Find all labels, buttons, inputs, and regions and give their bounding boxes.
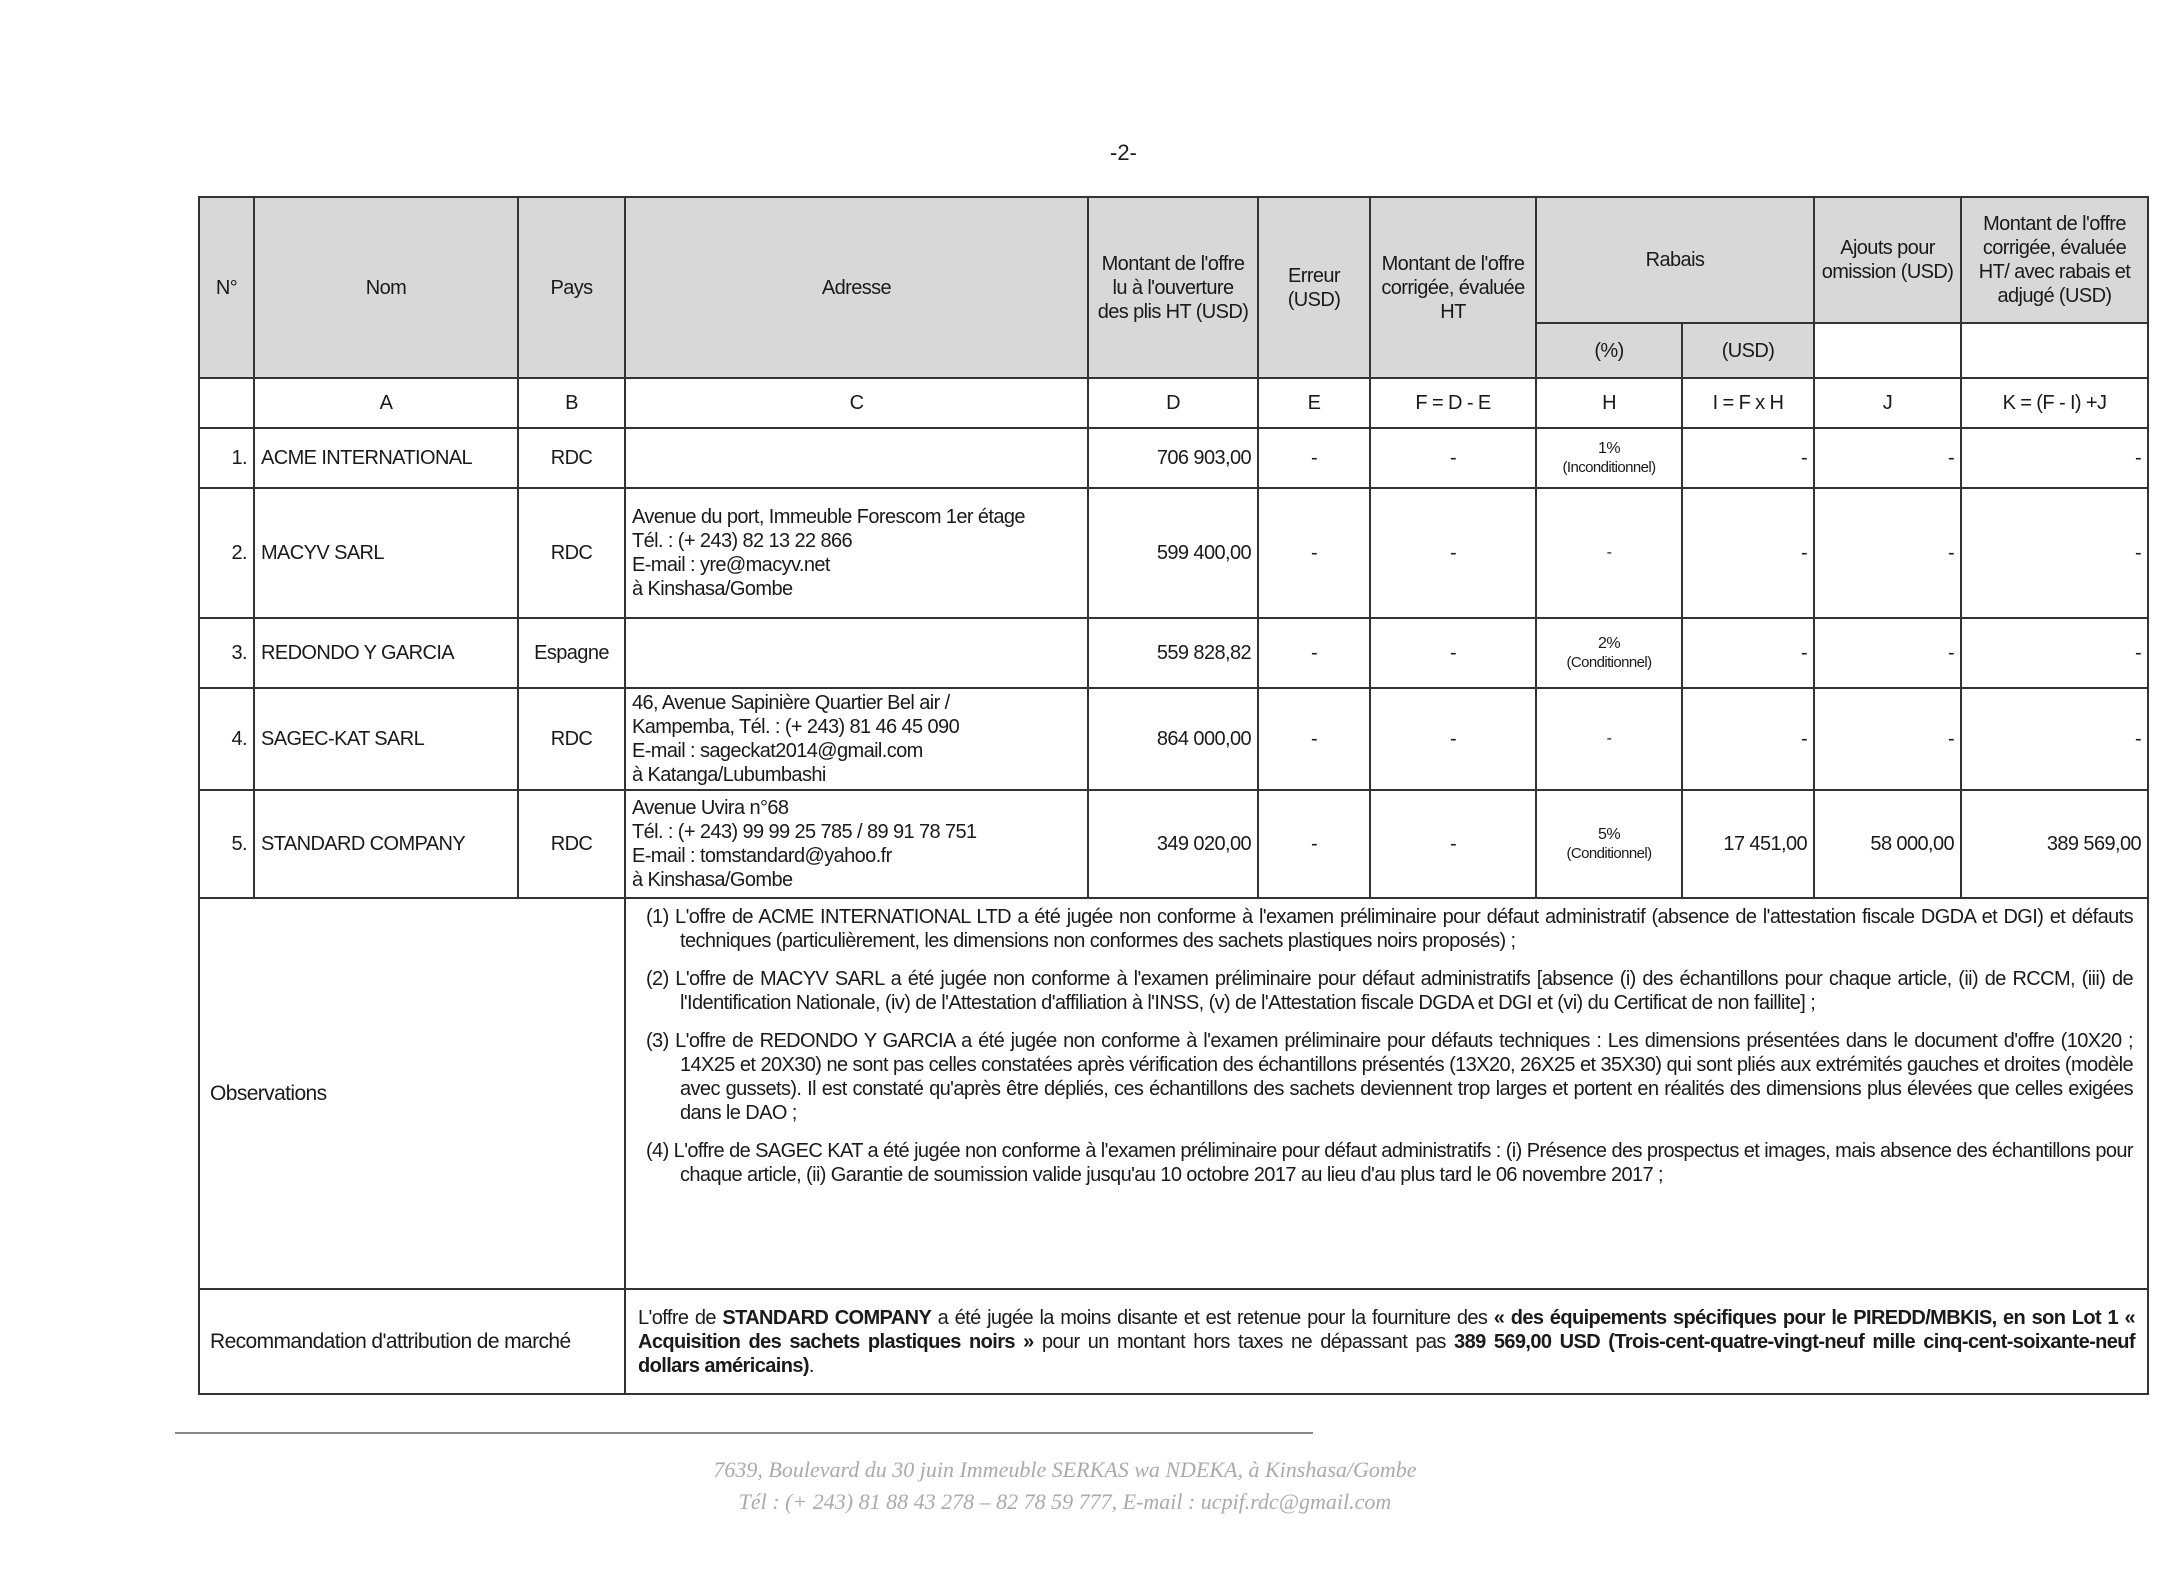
omission-additions: - — [1814, 688, 1961, 790]
observations-label: Observations — [199, 898, 625, 1289]
rec-lot: « des équipements spécifiques pour le PIREDD/MBKIS, en son Lot 1 « Acquisition des sachets plastiques noirs » — [638, 1306, 2136, 1353]
header-nom: Nom — [254, 197, 518, 378]
discount-usd: - — [1682, 618, 1814, 688]
amount-read: 349 020,00 — [1088, 790, 1258, 898]
bidder-country: RDC — [518, 428, 625, 488]
header-pays: Pays — [518, 197, 625, 378]
table-row — [199, 790, 2148, 898]
corrected-amount: - — [1370, 618, 1536, 688]
column-letter: H — [1536, 378, 1682, 428]
evaluation-table — [198, 196, 2149, 1395]
omission-additions: - — [1814, 488, 1961, 618]
error-amount: - — [1258, 488, 1370, 618]
header-rabais-pct: (%) — [1536, 323, 1682, 378]
address-line: Avenue Uvira n°68 — [632, 797, 789, 819]
discount-usd: - — [1682, 688, 1814, 790]
rec-text: pour un montant hors taxes ne dépassant pas — [1033, 1330, 1455, 1353]
omission-additions: - — [1814, 618, 1961, 688]
amount-read: 706 903,00 — [1088, 428, 1258, 488]
corrected-amount: - — [1370, 790, 1536, 898]
header-empty — [1961, 323, 2148, 378]
discount-value: 5% — [1598, 826, 1620, 844]
observation-item: (1) L'offre de ACME INTERNATIONAL LTD a été jugée non conforme à l'examen préliminaire pour défaut administratif (absence de l'attestation fiscale DGDA et DGI) et défauts techniques (particulièrement, les dimensions non conformes des sachets plastiques noirs proposés) ; — [646, 906, 2133, 952]
amount-read: 559 828,82 — [1088, 618, 1258, 688]
bidder-name: REDONDO Y GARCIA — [254, 618, 518, 688]
corrected-amount: - — [1370, 488, 1536, 618]
discount-pct — [1536, 790, 1682, 898]
column-letter: C — [625, 378, 1088, 428]
row-number: 1. — [199, 428, 254, 488]
address-line: E-mail : sageckat2014@gmail.com — [632, 740, 923, 762]
row-number: 5. — [199, 790, 254, 898]
bidder-name: MACYV SARL — [254, 488, 518, 618]
header-ajouts: Ajouts pour omission (USD) — [1814, 197, 1961, 323]
recommandation-text — [625, 1289, 2148, 1394]
rec-text: . — [808, 1354, 814, 1377]
footer-divider — [175, 1432, 1313, 1434]
address-line: à Kinshasa/Gombe — [632, 869, 793, 891]
address-line: Kampemba, Tél. : (+ 243) 81 46 45 090 — [632, 716, 960, 738]
header-montant-lu: Montant de l'offre lu à l'ouverture des plis HT (USD) — [1088, 197, 1258, 378]
page-number: -2- — [1110, 140, 1137, 165]
discount-pct — [1536, 688, 1682, 790]
address-line: E-mail : tomstandard@yahoo.fr — [632, 845, 892, 867]
omission-additions: - — [1814, 428, 1961, 488]
discount-value: - — [1606, 730, 1612, 748]
discount-pct — [1536, 488, 1682, 618]
bidder-country: Espagne — [518, 618, 625, 688]
corrected-amount: - — [1370, 688, 1536, 790]
discount-usd: 17 451,00 — [1682, 790, 1814, 898]
observations-text — [625, 898, 2148, 1289]
column-letter: K = (F - I) +J — [1961, 378, 2148, 428]
bidder-address — [625, 488, 1088, 618]
header-adresse: Adresse — [625, 197, 1088, 378]
row-number: 2. — [199, 488, 254, 618]
column-letter: F = D - E — [1370, 378, 1536, 428]
table-row — [199, 428, 2148, 488]
bidder-address — [625, 688, 1088, 790]
address-line: Avenue du port, Immeuble Forescom 1er étage — [632, 506, 1025, 528]
address-line: Tél. : (+ 243) 82 13 22 866 — [632, 530, 853, 552]
rec-text: L'offre de — [638, 1306, 723, 1329]
final-amount: - — [1961, 488, 2148, 618]
final-amount: - — [1961, 428, 2148, 488]
error-amount: - — [1258, 428, 1370, 488]
bidder-address — [625, 428, 1088, 488]
letter-empty — [199, 378, 254, 428]
address-line: E-mail : yre@macyv.net — [632, 554, 830, 576]
table-row — [199, 618, 2148, 688]
discount-pct — [1536, 428, 1682, 488]
final-amount: 389 569,00 — [1961, 790, 2148, 898]
error-amount: - — [1258, 790, 1370, 898]
observation-item: (3) L'offre de REDONDO Y GARCIA a été jugée non conforme à l'examen préliminaire pour défauts techniques : Les dimensions présentées dans le document d'offre (10X20 ; 14X25 et 20X30) ne sont pas celles constatées après vérification des échantillons présentés (13X20, 26X25 et 35X30) qui sont pliés aux extrémités gauches et droites (modèle avec gussets). Il est constaté qu'après être dépliés, ces échantillons des sachets deviennent trop larges et portent en réalités des dimensions plus élevées que celles exigées dans le DAO ; — [646, 1030, 2133, 1124]
column-letter: I = F x H — [1682, 378, 1814, 428]
column-letter: B — [518, 378, 625, 428]
column-letters-row — [199, 378, 2148, 428]
table-row — [199, 488, 2148, 618]
final-amount: - — [1961, 618, 2148, 688]
observation-item: (4) L'offre de SAGEC KAT a été jugée non conforme à l'examen préliminaire pour défaut administratifs : (i) Présence des prospectus et images, mais absence des échantillons pour chaque article, (ii) Garantie de soumission valide jusqu'au 10 octobre 2017 au lieu d'au plus tard le 06 novembre 2017 ; — [646, 1140, 2133, 1186]
error-amount: - — [1258, 618, 1370, 688]
bidder-name: STANDARD COMPANY — [254, 790, 518, 898]
discount-pct — [1536, 618, 1682, 688]
amount-read: 864 000,00 — [1088, 688, 1258, 790]
bidder-name: SAGEC-KAT SARL — [254, 688, 518, 790]
bidder-country: RDC — [518, 488, 625, 618]
amount-read: 599 400,00 — [1088, 488, 1258, 618]
header-rabais-usd: (USD) — [1682, 323, 1814, 378]
discount-value: 2% — [1598, 635, 1620, 653]
header-rabais: Rabais — [1536, 197, 1814, 323]
column-letter: A — [254, 378, 518, 428]
column-letter: E — [1258, 378, 1370, 428]
rec-text: a été jugée la moins disante et est retenue pour la fourniture des — [931, 1306, 1494, 1329]
footer-contact: Tél : (+ 243) 81 88 43 278 – 82 78 59 777, E-mail : ucpif.rdc@gmail.com — [738, 1489, 1392, 1514]
rec-winner: STANDARD COMPANY — [722, 1306, 932, 1329]
discount-usd: - — [1682, 488, 1814, 618]
discount-usd: - — [1682, 428, 1814, 488]
bidder-country: RDC — [518, 790, 625, 898]
column-letter: D — [1088, 378, 1258, 428]
discount-note: (Inconditionnel) — [1562, 458, 1656, 476]
column-letter: J — [1814, 378, 1961, 428]
discount-value: - — [1606, 544, 1612, 562]
row-number: 3. — [199, 618, 254, 688]
bidder-country: RDC — [518, 688, 625, 790]
row-number: 4. — [199, 688, 254, 790]
omission-additions: 58 000,00 — [1814, 790, 1961, 898]
address-line: à Katanga/Lubumbashi — [632, 764, 826, 786]
header-montant-final: Montant de l'offre corrigée, évaluée HT/ avec rabais et adjugé (USD) — [1961, 197, 2148, 323]
discount-value: 1% — [1598, 440, 1620, 458]
discount-note: (Conditionnel) — [1566, 844, 1652, 862]
header-montant-corrige: Montant de l'offre corrigée, évaluée HT — [1370, 197, 1536, 378]
footer-address: 7639, Boulevard du 30 juin Immeuble SERKAS wa NDEKA, à Kinshasa/Gombe — [713, 1457, 1417, 1482]
header-empty — [1814, 323, 1961, 378]
bidder-address — [625, 618, 1088, 688]
observation-item: (2) L'offre de MACYV SARL a été jugée non conforme à l'examen préliminaire pour défaut administratifs [absence (i) des échantillons pour chaque article, (ii) de RCCM, (iii) de l'Identification Nationale, (iv) de l'Attestation d'affiliation à l'INSS, (v) de l'Attestation fiscale DGDA et DGI et (vi) du Certificat de non faillite] ; — [646, 968, 2133, 1014]
discount-note: (Conditionnel) — [1566, 653, 1652, 671]
recommandation-label: Recommandation d'attribution de marché — [199, 1289, 625, 1394]
header-no: N° — [199, 197, 254, 378]
address-line: 46, Avenue Sapinière Quartier Bel air / — [632, 692, 950, 714]
table-row — [199, 688, 2148, 790]
header-erreur: Erreur (USD) — [1258, 197, 1370, 378]
final-amount: - — [1961, 688, 2148, 790]
rec-amount: 389 569,00 USD (Trois-cent-quatre-vingt-neuf mille cinq-cent-soixante-neuf dollars américains) — [638, 1330, 2135, 1377]
address-line: Tél. : (+ 243) 99 99 25 785 / 89 91 78 751 — [632, 821, 977, 843]
corrected-amount: - — [1370, 428, 1536, 488]
bidder-address — [625, 790, 1088, 898]
error-amount: - — [1258, 688, 1370, 790]
bidder-name: ACME INTERNATIONAL — [254, 428, 518, 488]
address-line: à Kinshasa/Gombe — [632, 578, 793, 600]
